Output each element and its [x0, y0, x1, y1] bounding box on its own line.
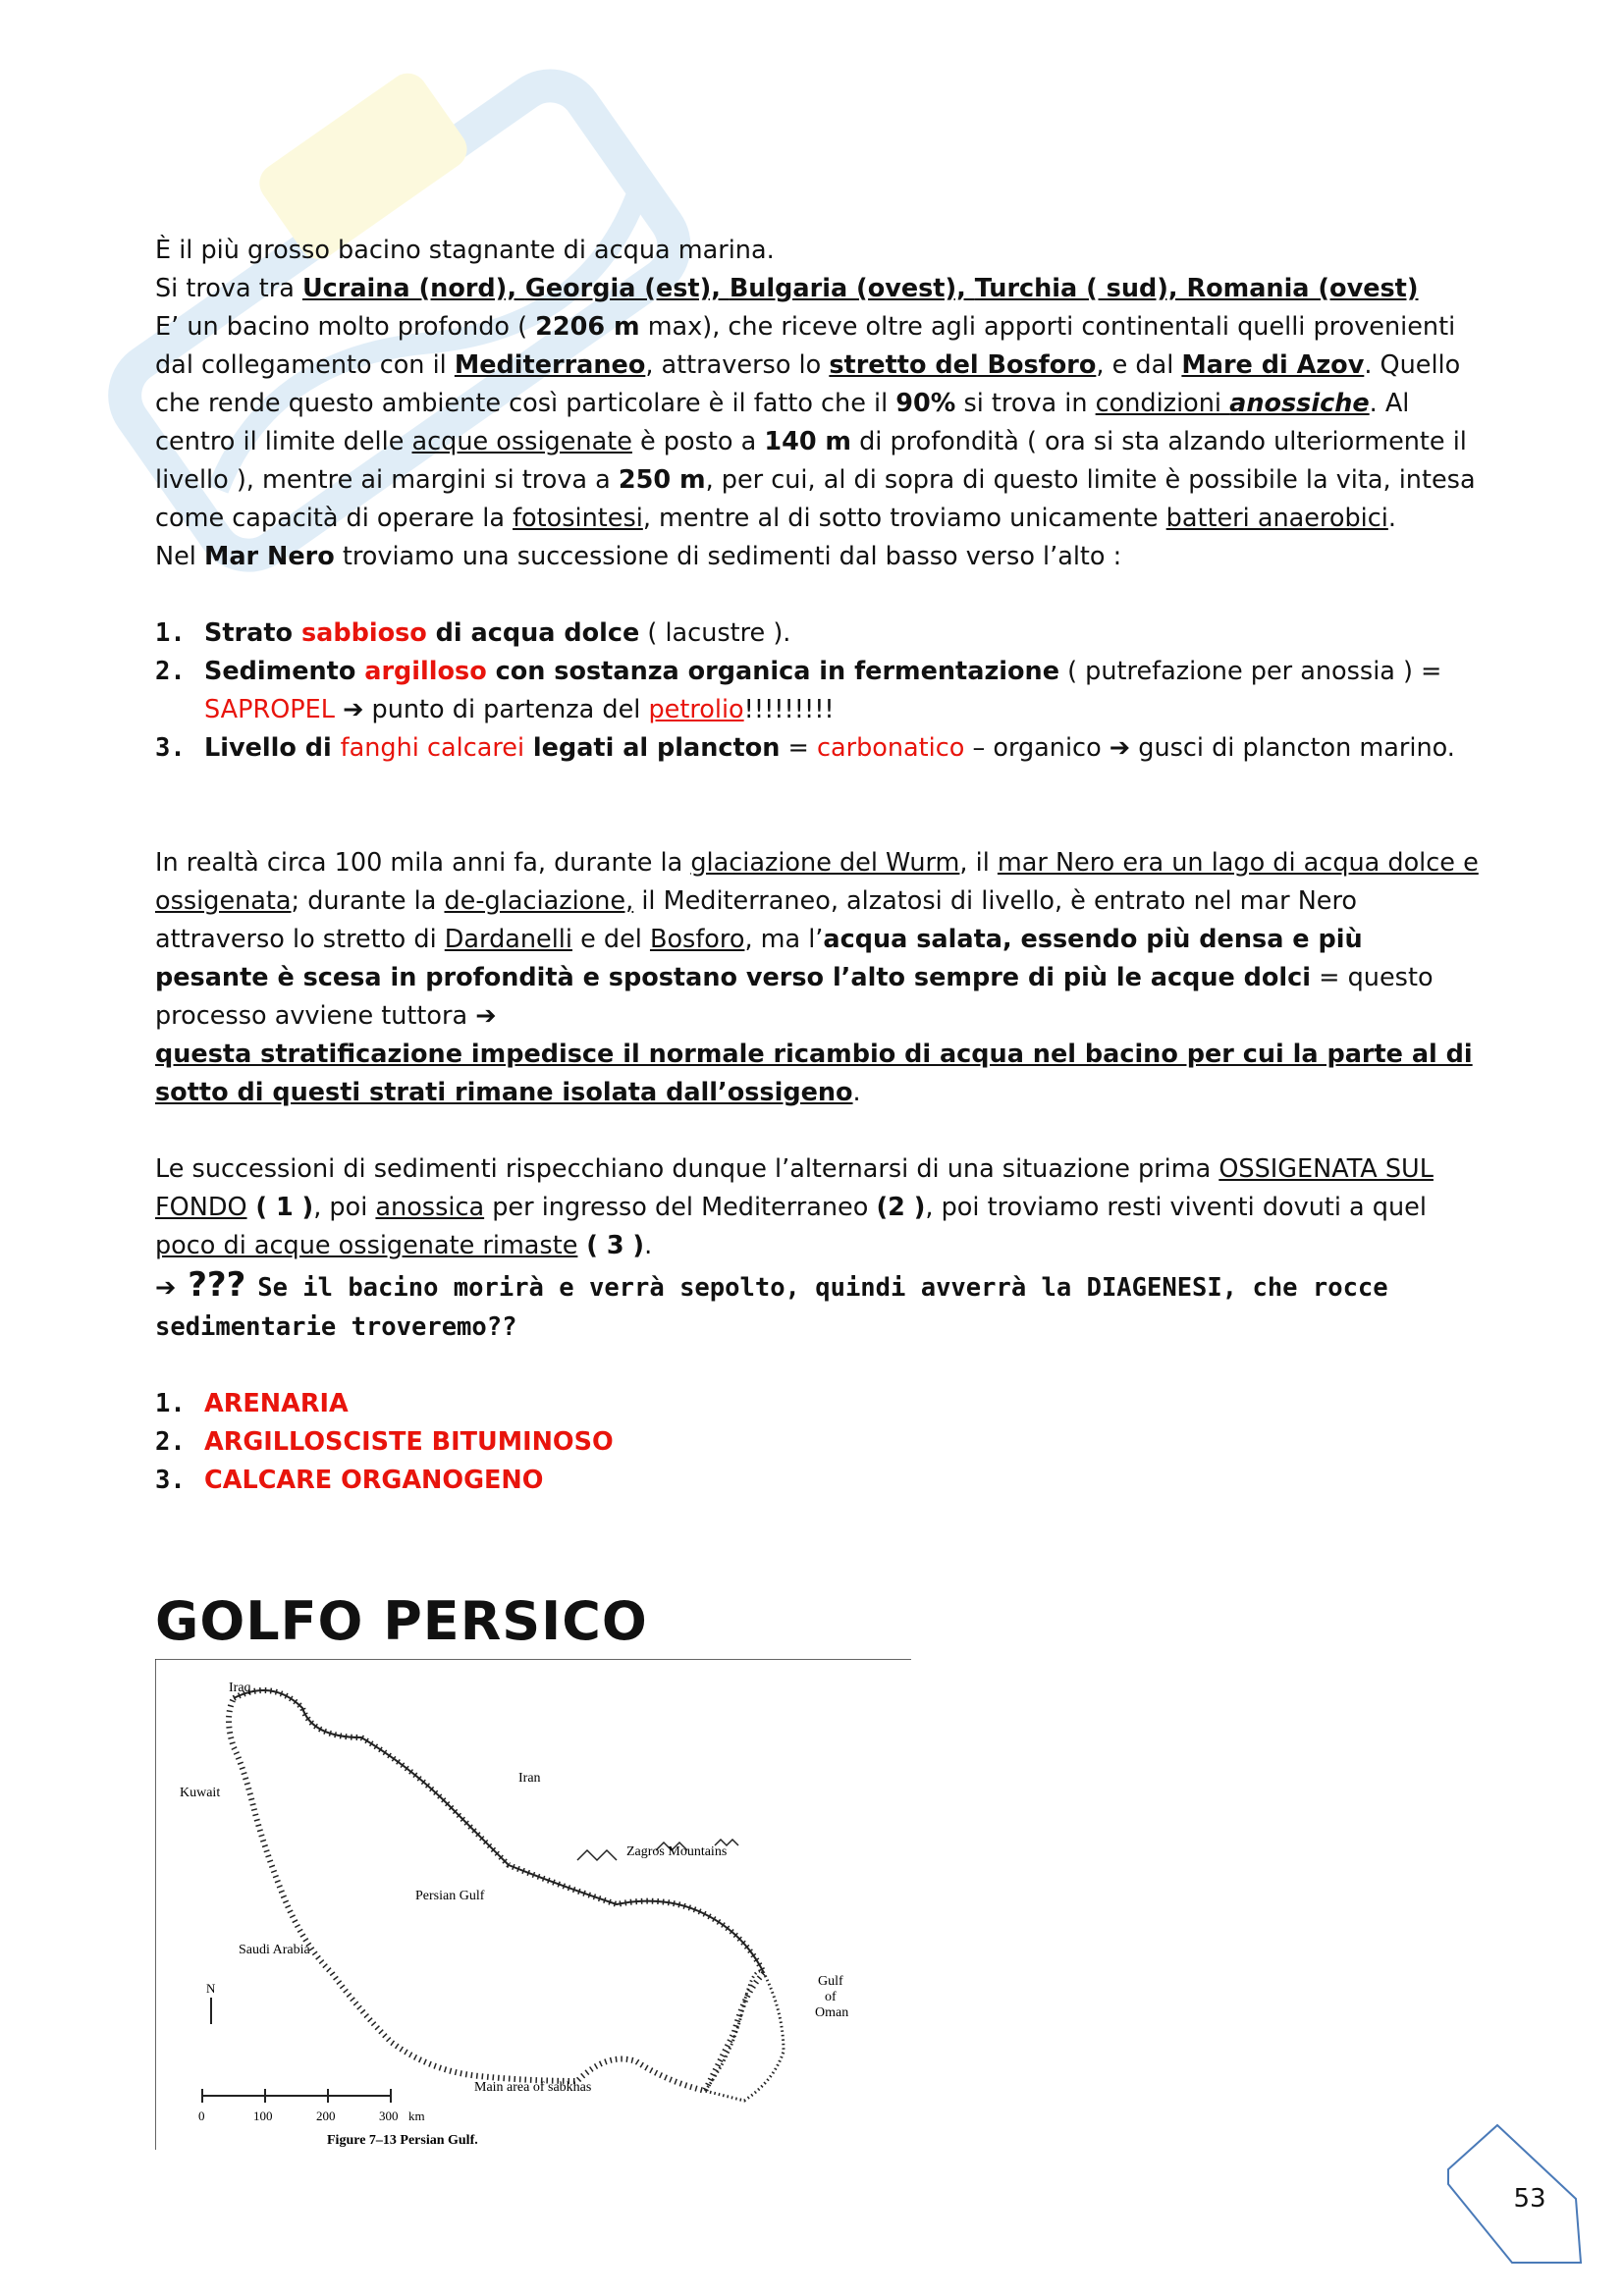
list-number: 3.: [155, 733, 186, 763]
scale-bar: [202, 2089, 391, 2103]
text-bold: acqua salata, essendo più densa e più pesante è scesa in profondità e spostano verso l’alto sempre di più le acque dolci: [155, 925, 1363, 992]
term-carbonatico: carbonatico: [816, 733, 965, 763]
text: punto di partenza del: [371, 695, 649, 724]
text: , per cui, al di sopra di questo limite è possibile la vita, intesa come capacità di operare la: [155, 465, 1476, 533]
map-label-oman: Oman: [815, 2005, 849, 2020]
map-label-iran: Iran: [518, 1771, 541, 1786]
text: – organico: [964, 733, 1110, 763]
term-ossigenata: OSSIGENATA SUL FONDO: [155, 1154, 1434, 1222]
paragraph-summary: [155, 1150, 1481, 1265]
text: , attraverso lo: [645, 350, 830, 380]
scale-label: 200: [316, 2109, 336, 2123]
text: .: [1387, 504, 1396, 533]
oman-peninsula: [705, 1971, 784, 2101]
term-glaciazione: glaciazione del Wurm: [690, 848, 960, 878]
arrow-right-icon: ➔: [334, 695, 372, 724]
term-anossica: anossica: [375, 1193, 485, 1222]
rock-name: ARENARIA: [204, 1389, 349, 1418]
figure-caption: Figure 7–13 Persian Gulf.: [327, 2133, 478, 2148]
list-item: [155, 1423, 1481, 1462]
text: , ma l’: [744, 925, 824, 954]
scale-label: 0: [198, 2109, 205, 2123]
text: ; durante la: [291, 886, 445, 916]
term-lago: mar Nero era un lago di acqua dolce e ossigenata: [155, 848, 1479, 916]
map-label-iraq: Iraq: [229, 1681, 251, 1695]
term-petrolio: petrolio: [648, 695, 744, 724]
question-marks: ???: [176, 1265, 258, 1305]
term-azov: Mare di Azov: [1181, 350, 1365, 380]
country-turchia: Turchia ( sud),: [974, 274, 1187, 303]
text: Si trova tra: [155, 274, 302, 303]
term-mediterraneo: Mediterraneo: [454, 350, 646, 380]
list-item: [155, 653, 1481, 729]
section-title: GOLFO PERSICO: [155, 1590, 648, 1652]
text: ( lacustre ).: [639, 618, 791, 648]
text: di profondità ( ora si sta alzando ulteriormente il livello ), mentre ai margini si trova a: [155, 427, 1467, 495]
term-fotosintesi: fotosintesi: [513, 504, 643, 533]
text: . Quello che rende questo ambiente così particolare è il fatto che il: [155, 350, 1461, 418]
map-label-gulf: Persian Gulf: [415, 1889, 485, 1903]
list-item: [155, 729, 1481, 768]
scale-label: 100: [253, 2109, 273, 2123]
list-item: [155, 1462, 1481, 1500]
gulf-coastline: [229, 1690, 764, 2091]
text: e del: [571, 925, 650, 954]
text: ( putrefazione per anossia ) =: [1059, 657, 1442, 686]
question-text: Se il bacino morirà e verrà sepolto, quindi avverrà la DIAGENESI, che rocce sedimentarie troveremo??: [155, 1273, 1388, 1342]
arrow-right-icon: ➔: [1109, 733, 1131, 763]
term-bosforo: stretto del Bosforo: [829, 350, 1097, 380]
highlight-red: fanghi calcarei: [340, 733, 525, 763]
scale-unit: km: [408, 2109, 425, 2123]
text: , e dal: [1096, 350, 1182, 380]
paragraph-intro: [155, 232, 1481, 576]
term-sapropel: SAPROPEL: [204, 695, 335, 724]
percent-value: 90%: [895, 389, 956, 418]
text: il Mediterraneo, alzatosi di livello, è entrato nel mar Nero attraverso lo stretto di: [155, 886, 1358, 954]
text: è posto a: [631, 427, 765, 456]
text: . Al centro il limite delle: [155, 389, 1410, 456]
text: per ingresso del Mediterraneo: [484, 1193, 877, 1222]
ref-1: ( 1 ): [246, 1193, 314, 1222]
list-number: 2.: [155, 657, 186, 686]
rock-name: ARGILLOSCISTE BITUMINOSO: [204, 1427, 614, 1457]
text: Sedimento: [204, 657, 365, 686]
term-condizioni: condizioni: [1095, 389, 1230, 418]
text: Strato: [204, 618, 301, 648]
country-bulgaria: Bulgaria (ovest),: [729, 274, 975, 303]
term-poco: poco di acque ossigenate rimaste: [155, 1231, 578, 1260]
text: Nel: [155, 542, 204, 571]
list-item: [155, 1385, 1481, 1423]
map-label-sabkhas: Main area of sabkhas: [474, 2080, 592, 2095]
highlight-red: argilloso: [364, 657, 487, 686]
depth-140: 140 m: [764, 427, 852, 456]
country-georgia: Georgia (est),: [524, 274, 730, 303]
text: con sostanza organica in fermentazione: [486, 657, 1060, 686]
list-number: 2.: [155, 1427, 186, 1457]
text: max), che riceve oltre agli apporti continentali quelli provenienti dal collegamento con il: [155, 312, 1456, 380]
text: In realtà circa 100 mila anni fa, durante la: [155, 848, 691, 878]
term-bosforo: Bosforo: [649, 925, 745, 954]
text: troviamo una successione di sedimenti dal basso verso l’alto :: [334, 542, 1122, 571]
map-label-oman: of: [825, 1990, 837, 2004]
arrow-right-icon: ➔: [155, 1273, 177, 1303]
depth-value: 2206 m: [535, 312, 640, 342]
text: , poi: [313, 1193, 376, 1222]
text: = questo processo avviene tuttora: [155, 963, 1434, 1031]
text: , poi troviamo resti viventi dovuti a quel: [925, 1193, 1427, 1222]
text: E’ un bacino molto profondo (: [155, 312, 536, 342]
text: , mentre al di sotto troviamo unicamente: [642, 504, 1166, 533]
list-number: 1.: [155, 1389, 186, 1418]
ref-2: (2 ): [876, 1193, 926, 1222]
country-ucraina: Ucraina (nord),: [301, 274, 525, 303]
text: .: [852, 1078, 861, 1107]
question-paragraph: [155, 1265, 1481, 1347]
north-arrow-label: N: [206, 1981, 216, 1996]
paragraph-history: [155, 844, 1481, 1112]
scale-label: 300: [379, 2109, 399, 2123]
text: .: [644, 1231, 653, 1260]
text: Livello di: [204, 733, 341, 763]
depth-250: 250 m: [618, 465, 706, 495]
country-romania: Romania (ovest): [1186, 274, 1419, 303]
persian-gulf-map: [155, 1659, 911, 2150]
ref-3: ( 3 ): [577, 1231, 645, 1260]
text: Le successioni di sedimenti rispecchiano dunque l’alternarsi di una situazione prima: [155, 1154, 1219, 1184]
page-number: 53: [1513, 2184, 1546, 2214]
list-number: 3.: [155, 1466, 186, 1495]
rock-name: CALCARE ORGANOGENO: [204, 1466, 544, 1495]
text: =: [780, 733, 817, 763]
text: legati al plancton: [524, 733, 781, 763]
text: È il più grosso bacino stagnante di acqua marina.: [155, 236, 775, 265]
term-dardanelli: Dardanelli: [444, 925, 572, 954]
text: gusci di plancton marino.: [1130, 733, 1455, 763]
map-label-saudi: Saudi Arabia: [239, 1943, 310, 1957]
map-label-oman: Gulf: [818, 1974, 843, 1989]
term-acque-ossigenate: acque ossigenate: [411, 427, 632, 456]
text-stratification: questa stratificazione impedisce il normale ricambio di acqua nel bacino per cui la parte al di sotto di questi strati rimane isolata dall’ossigeno: [155, 1040, 1473, 1107]
list-item: [155, 614, 1481, 653]
term-mar-nero: Mar Nero: [203, 542, 335, 571]
map-label-zagros: Zagros Mountains: [626, 1844, 728, 1859]
text: !!!!!!!!!: [743, 695, 835, 724]
highlight-red: sabbioso: [300, 618, 427, 648]
rocks-list: [155, 1385, 1481, 1500]
term-batteri: batteri anaerobici: [1165, 504, 1388, 533]
page-body: [155, 232, 1481, 1500]
text: , il: [959, 848, 998, 878]
term-anossiche: anossiche: [1229, 389, 1370, 418]
text: si trova in: [955, 389, 1096, 418]
list-number: 1.: [155, 618, 186, 648]
text: di acqua dolce: [426, 618, 640, 648]
term-deglaciazione: de-glaciazione,: [444, 886, 634, 916]
arrow-right-icon: ➔: [475, 1001, 497, 1031]
map-label-kuwait: Kuwait: [180, 1786, 221, 1800]
strata-list: [155, 614, 1481, 768]
